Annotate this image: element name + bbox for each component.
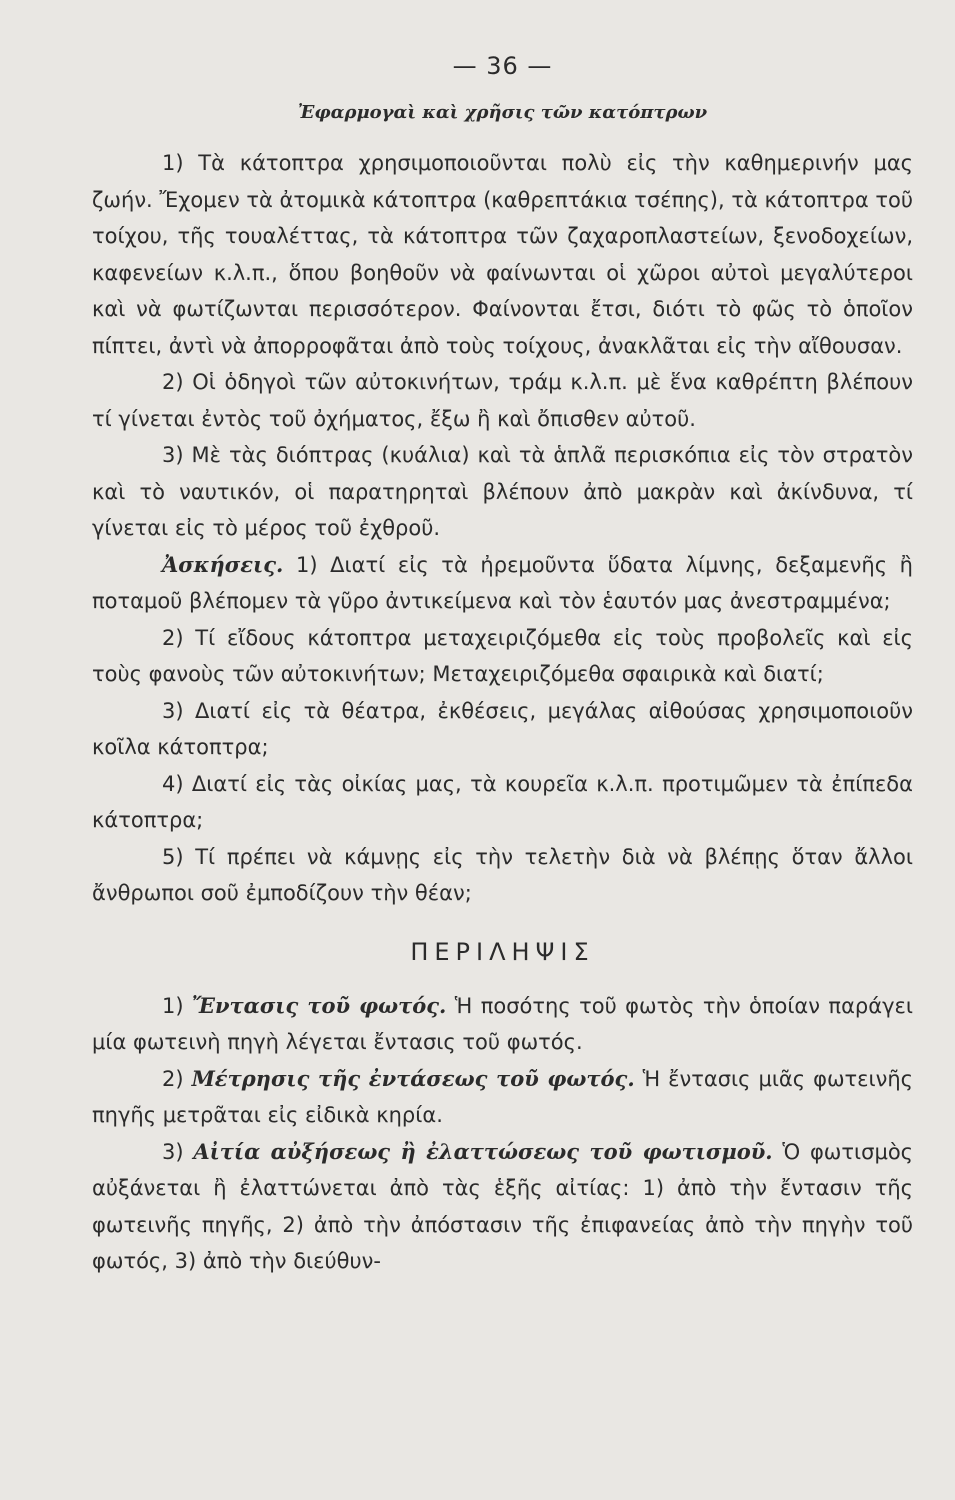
section-title: Ἐφαρμογαὶ καὶ χρῆσις τῶν κατόπτρων xyxy=(297,102,708,123)
summary-num-3: 3) xyxy=(162,1139,184,1164)
exercise-item-2: 2) Τί εἴδους κάτοπτρα μεταχειριζόμεθα εἰς τοὺς προβολεῖς καὶ εἰς τοὺς φανοὺς τῶν αὐτοκινήτων; Μεταχειριζόμεθα σφαιρικὰ καὶ διατί; xyxy=(92,625,913,686)
exercise-item-5: 5) Τί πρέπει νὰ κάμνῃς εἰς τὴν τελετὴν διὰ νὰ βλέπῃς ὅταν ἄλλοι ἄνθρωποι σοῦ ἐμποδίζουν τὴν θέαν; xyxy=(92,844,913,905)
summary-label-3: Αἰτία αὐξήσεως ἢ ἐλαττώσεως τοῦ φωτισμοῦ. xyxy=(193,1138,773,1164)
summary-label-2: Μέτρησις τῆς ἐντάσεως τοῦ φωτός. xyxy=(191,1065,635,1091)
exercises-label: Ἀσκήσεις. xyxy=(162,551,284,577)
summary-num-1: 1) xyxy=(162,993,184,1018)
page-number: — 36 — xyxy=(452,52,553,80)
summary-text-2: Ἡ ἔντασις μιᾶς φωτεινῆς πηγῆς μετρᾶται εἰς εἰδικὰ κηρία. xyxy=(92,1066,913,1127)
summary-num-2: 2) xyxy=(162,1066,184,1091)
exercise-text-1: 1) Διατί εἰς τὰ ἠρεμοῦντα ὕδατα λίμνης, δεξαμενῆς ἢ ποταμοῦ βλέπομεν τὰ γῦρο ἀντικείμενα καὶ τὸν ἑαυτόν μας ἀνεστραμμένα; xyxy=(92,552,913,613)
summary-item-3 xyxy=(92,1134,913,1280)
exercise-item-3: 3) Διατί εἰς τὰ θέατρα, ἐκθέσεις, μεγάλας αἰθούσας χρησιμοποιοῦν κοῖλα κάτοπτρα; xyxy=(92,698,913,759)
summary-text-1: Ἡ ποσότης τοῦ φωτὸς τὴν ὁποίαν παράγει μία φωτεινὴ πηγὴ λέγεται ἔντασις τοῦ φωτός. xyxy=(92,993,913,1054)
summary-text-3: Ὁ φωτισμὸς αὐξάνεται ἢ ἐλαττώνεται ἀπὸ τὰς ἑξῆς αἰτίας: 1) ἀπὸ τὴν ἔντασιν τῆς φωτεινῆς πηγῆς, 2) ἀπὸ τὴν ἀπόστασιν τῆς ἐπιφανείας ἀπὸ τὴν πηγὴν τοῦ φωτός, 3) ἀπὸ τὴν διεύθυν- xyxy=(92,1139,913,1273)
summary-heading: ΠΕΡΙΛΗΨΙΣ xyxy=(410,937,595,966)
summary-label-1: Ἔντασις τοῦ φωτός. xyxy=(192,992,447,1018)
paragraph-periscopes: 3) Μὲ τὰς διόπτρας (κυάλια) καὶ τὰ ἁπλᾶ περισκόπια εἰς τὸν στρατὸν καὶ τὸ ναυτικόν, οἱ παρατηρηταὶ βλέπουν ἀπὸ μακρὰν καὶ ἀκίνδυνα, τί γίνεται εἰς τὸ μέρος τοῦ ἐχθροῦ. xyxy=(92,443,913,540)
exercise-item-1 xyxy=(92,547,913,620)
paragraph-mirrors-daily-life: 1) Τὰ κάτοπτρα χρησιμοποιοῦνται πολὺ εἰς τὴν καθημερινήν μας ζωήν. Ἔχομεν τὰ ἀτομικὰ κάτοπτρα (καθρεπτάκια τσέπης), τὰ κάτοπτρα τοῦ τοίχου, τῆς τουαλέττας, τὰ κάτοπτρα τῶν ζαχαροπλαστείων, ξενοδοχείων, καφενείων κ.λ.π., ὅπου βοηθοῦν νὰ φαίνωνται οἱ χῶροι αὐτοὶ μεγαλύτεροι καὶ νὰ φωτίζωνται περισσότερον. Φαίνονται ἔτσι, διότι τὸ φῶς τὸ ὁποῖον πίπτει, ἀντὶ νὰ ἀπορροφᾶται ἀπὸ τοὺς τοίχους, ἀνακλᾶται εἰς τὴν αἴθουσαν. xyxy=(92,151,913,358)
exercise-item-4: 4) Διατί εἰς τὰς οἰκίας μας, τὰ κουρεῖα κ.λ.π. προτιμῶμεν τὰ ἐπίπεδα κάτοπτρα; xyxy=(92,771,913,832)
summary-item-2 xyxy=(92,1061,913,1134)
summary-item-1 xyxy=(92,988,913,1061)
paragraph-drivers-mirrors: 2) Οἱ ὁδηγοὶ τῶν αὐτοκινήτων, τράμ κ.λ.π. μὲ ἕνα καθρέπτη βλέπουν τί γίνεται ἐντὸς τοῦ ὀχήματος, ἔξω ἢ καὶ ὄπισθεν αὐτοῦ. xyxy=(92,370,913,431)
